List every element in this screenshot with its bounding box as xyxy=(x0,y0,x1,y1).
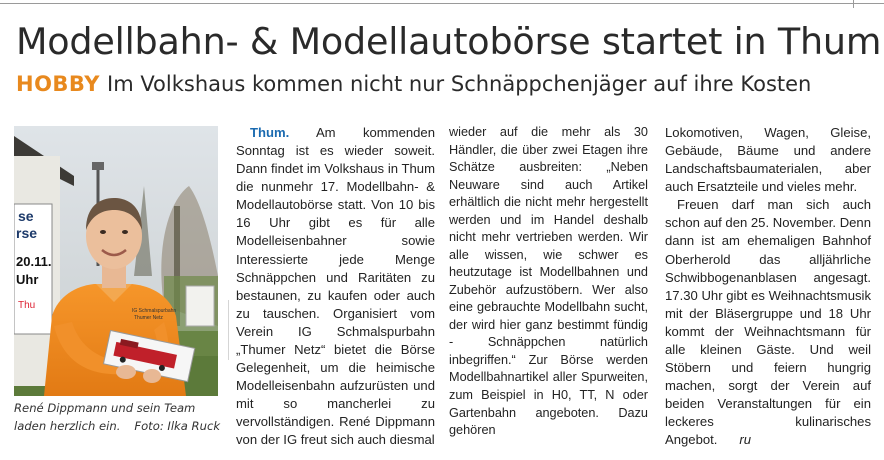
column-3-paragraph-2 xyxy=(665,196,871,449)
side-box xyxy=(186,286,214,326)
column-3-paragraph-1: Lokomotiven, Wagen, Gleise, Gebäude, Bäume und andere Landschaftsbaumaterialen, aber auch Ersatzteile und vieles mehr. xyxy=(665,125,871,195)
article-column-3 xyxy=(665,124,871,449)
kicker: HOBBY xyxy=(16,72,100,96)
photo-illustration xyxy=(14,126,218,396)
lamp-head xyxy=(92,162,104,170)
shirt-print-2: Thumer Netz xyxy=(134,315,163,321)
top-border xyxy=(0,0,884,8)
article-column-1 xyxy=(236,124,435,449)
photo-credit: Foto: Ilka Ruck xyxy=(134,418,221,433)
column-2-text: wieder auf die mehr als 30 Händler, die über zwei Etagen ihre Schätze ausbreiten: „Neben Neuware sind auch Artikel erhältlich die nicht mehr hergestellt werden und im Handel deshalb nicht mehr vertrieben werden. Wir alle wissen, wie schwer es heutzutage ist Modellbahnen und Zubehör aufzustöbern. Wer also eine gebrauchte Modellbahn sucht, der wird hier ganz bestimmt fündig - Schnäppchen natürlich inbegriffen.“ Zur Börse werden Modellbahnartikel aller Spurweiten, zum Beispiel in H0, TT, N oder Gartenbahn angeboten. Dazu gehören xyxy=(449,125,648,438)
caption-text: René Dippmann und sein Team laden herzlich ein. xyxy=(14,401,196,433)
sign-line-4: Uhr xyxy=(16,272,39,287)
shirt-print: IG Schmalspurbahn xyxy=(132,308,177,314)
photo-caption xyxy=(14,400,224,435)
article-column-2 xyxy=(449,124,648,440)
sign-line-1: se xyxy=(18,208,34,224)
dateline: Thum. xyxy=(250,125,290,140)
column-1-text: Am kommenden Sonntag ist es wieder soweit. Dann findet im Volkshaus in Thum die nunmehr 17. Modellbahn- & Modellautobörse statt. Von 10 bis 16 Uhr gibt es für alle Modelleisenbahner sowie Interessierte jede Menge Schnäppchen und Raritäten zu bestaunen, zu kaufen oder auch zu tauschen. Organisiert vom Verein IG Schmalspurbahn „Thumer Netz“ bietet die Börse Gelegenheit, um die heimische Modelleisenbahn aufzurüsten und mit so mancherlei zu vervollständigen. René Dippmann von der IG freut sich auch diesmal xyxy=(236,125,435,448)
person-hand-right xyxy=(143,369,161,383)
author-signature: ru xyxy=(739,432,752,448)
sign-line-2: rse xyxy=(16,225,38,241)
person-eye-right xyxy=(122,230,128,234)
person-eye-left xyxy=(100,230,106,234)
top-rule xyxy=(0,3,884,4)
top-tick xyxy=(853,0,854,8)
column-gap-mark xyxy=(228,300,229,360)
column-3-paragraph-2-text: Freuen darf man sich auch schon auf den 25. November. Denn dann ist am ehemaligen Bahnhof Oberherold das alljährliche Schwibbogenanblasen angesagt. 17.30 Uhr gibt es Weihnachtsmusik mit der Bläsergruppe und 18 Uhr kommt der Weihnachtsmann für alle kleinen Gäste. Und weil Stöbern und feiern hungrig machen, sorgt der Verein auf beiden Veranstaltungen für ein leckeres kulinarisches Angebot. xyxy=(665,197,871,448)
subheadline-text: Im Volkshaus kommen nicht nur Schnäppchenjäger auf ihre Kosten xyxy=(107,72,812,96)
headline: Modellbahn- & Modellautobörse startet in Thum xyxy=(16,20,882,63)
sign-line-5: Thu xyxy=(18,300,36,311)
subheadline xyxy=(16,72,811,96)
article-photo xyxy=(14,126,218,396)
sign-line-3: 20.11. xyxy=(16,254,52,269)
person-hand-left xyxy=(116,365,136,379)
